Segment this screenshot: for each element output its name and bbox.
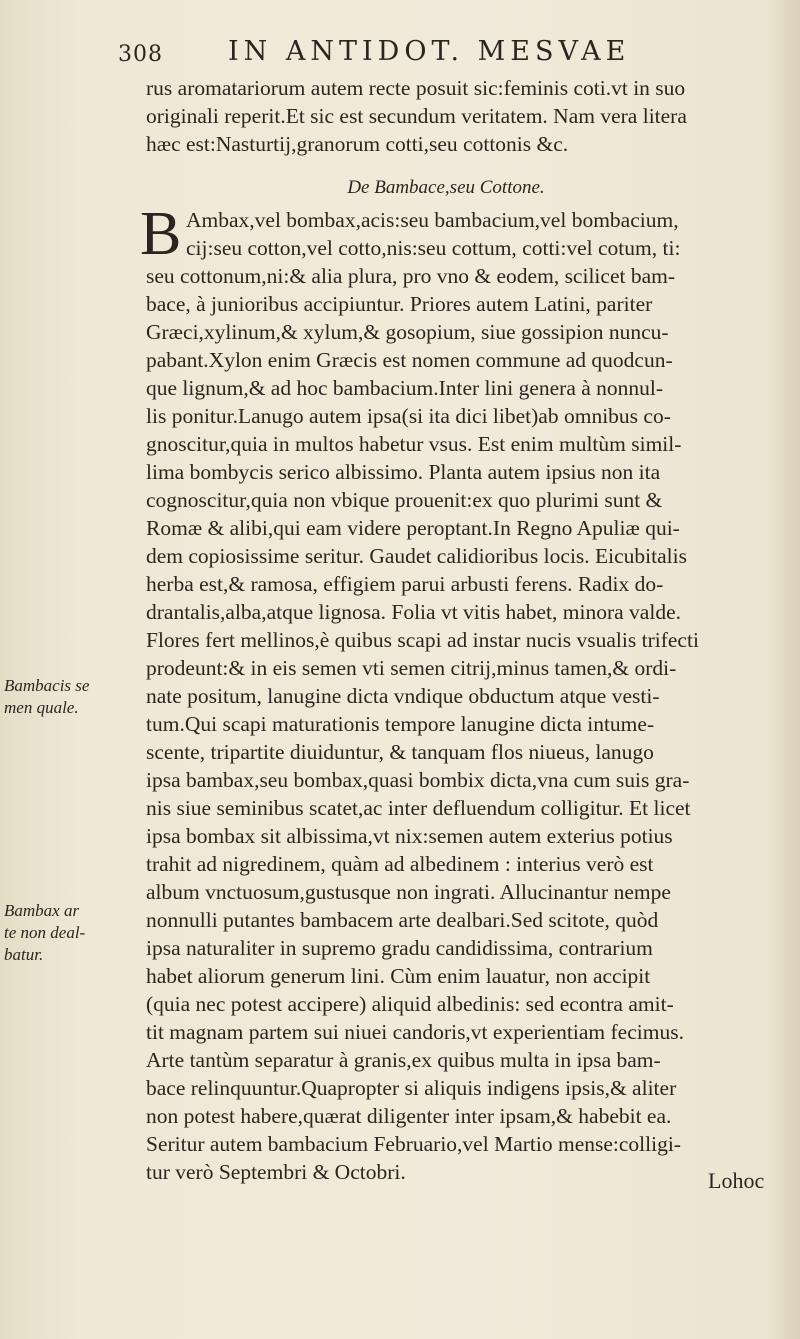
text-line: bace, à junioribus accipiuntur. Priores autem Latini, pariter (146, 292, 653, 316)
text-line: Romæ & alibi,qui eam videre peroptant.In Regno Apuliæ qui- (146, 516, 680, 540)
paragraph (140, 200, 776, 1186)
text-line: Flores fert mellinos,è quibus scapi ad instar nucis vsualis trifecti (146, 628, 699, 652)
text-line: drantalis,alba,atque lignosa. Folia vt vitis habet, minora valde. (146, 600, 681, 624)
drop-initial: B (140, 200, 182, 268)
text-line: lima bombycis serico albissimo. Planta autem ipsius non ita (146, 460, 661, 484)
text-line: hæc est:Nasturtij,granorum cotti,seu cottonis &c. (146, 132, 569, 156)
margin-note (4, 900, 144, 966)
margin-note-line: batur. (4, 945, 44, 964)
text-line: herba est,& ramosa, effigiem parui arbusti ferens. Radix do- (146, 572, 664, 596)
text-line: Seritur autem bambacium Februario,vel Martio mense:colligi- (146, 1132, 681, 1156)
text-line: pabant.Xylon enim Græcis est nomen commune ad quodcun- (146, 348, 673, 372)
text-line: trahit ad nigredinem, quàm ad albedinem : interius verò est (146, 852, 654, 876)
margin-note-line: te non deal- (4, 923, 86, 942)
text-line: cij:seu cotton,vel cotto,nis:seu cottum, cotti:vel cotum, ti: (186, 236, 681, 260)
text-line: lis ponitur.Lanugo autem ipsa(si ita dici libet)ab omnibus co- (146, 404, 671, 428)
margin-note-line: Bambax ar (4, 901, 80, 920)
text-line: ipsa bambax,seu bombax,quasi bombix dicta,vna cum suis gra- (146, 768, 690, 792)
text-line: scente, tripartite diuiduntur, & tanquam flos niueus, lanugo (146, 740, 654, 764)
text-line: habet aliorum generum lini. Cùm enim lauatur, non accipit (146, 964, 651, 988)
text-line: nis siue seminibus scatet,ac inter defluendum colligitur. Et licet (146, 796, 691, 820)
margin-note-line: Bambacis se (4, 676, 90, 695)
catchword: Lohoc (708, 1168, 765, 1193)
text-line: prodeunt:& in eis semen vti semen citrij,minus tamen,& ordi- (146, 656, 677, 680)
text-line: que lignum,& ad hoc bambacium.Inter lini genera à nonnul- (146, 376, 664, 400)
text-line: ipsa bombax sit albissima,vt nix:semen autem exterius potius (146, 824, 673, 848)
text-line: tur verò Septembri & Octobri. (146, 1160, 406, 1184)
text-line: bace relinquuntur.Quapropter si aliquis indigens ipsis,& aliter (146, 1076, 677, 1100)
text-line: rus aromatariorum autem recte posuit sic:feminis coti.vt in suo (146, 76, 686, 100)
section-title: De Bambace,seu Cottone. (347, 177, 545, 198)
text-line: nonnulli putantes bambacem arte dealbari.Sed scitote, quòd (146, 908, 659, 932)
text-line: (quia nec potest accipere) aliquid albedinis: sed econtra amit- (146, 992, 674, 1016)
text-line: nate positum, lanugine dicta vndique obductum atque vesti- (146, 684, 660, 708)
page-header (118, 36, 768, 76)
margin-note-line: men quale. (4, 698, 79, 717)
body-text (140, 74, 776, 1186)
text-line: Arte tantùm separatur à granis,ex quibus multa in ipsa bam- (146, 1048, 661, 1072)
running-head: IN ANTIDOT. MESVAE (228, 36, 631, 67)
text-line: Ambax,vel bombax,acis:seu bambacium,vel bombacium, (186, 208, 679, 232)
text-line: tit magnam partem sui niuei candoris,vt experientiam fecimus. (146, 1020, 684, 1044)
text-line: gnoscitur,quia in multos habetur vsus. Est enim multùm simil- (146, 432, 682, 456)
text-line: ipsa naturaliter in supremo gradu candidissima, contrarium (146, 936, 653, 960)
text-line: cognoscitur,quia non vbique prouenit:ex quo plurimi sunt & (146, 488, 663, 512)
text-line: tum.Qui scapi maturationis tempore lanugine dicta intume- (146, 712, 655, 736)
text-line: dem copiosissime seritur. Gaudet calidioribus locis. Eicubitalis (146, 544, 687, 568)
text-line: non potest habere,quærat diligenter inter ipsam,& habebit ea. (146, 1104, 672, 1128)
margin-note (4, 675, 144, 719)
text-line: seu cottonum,ni:& alia plura, pro vno & eodem, scilicet bam- (146, 264, 676, 288)
text-line: originali reperit.Et sic est secundum veritatem. Nam vera litera (146, 104, 687, 128)
page-number: 308 (118, 42, 163, 67)
text-line: Græci,xylinum,& xylum,& gosopium, siue gossipion nuncu- (146, 320, 669, 344)
text-line: album vnctuosum,gustusque non ingrati. Allucinantur nempe (146, 880, 671, 904)
